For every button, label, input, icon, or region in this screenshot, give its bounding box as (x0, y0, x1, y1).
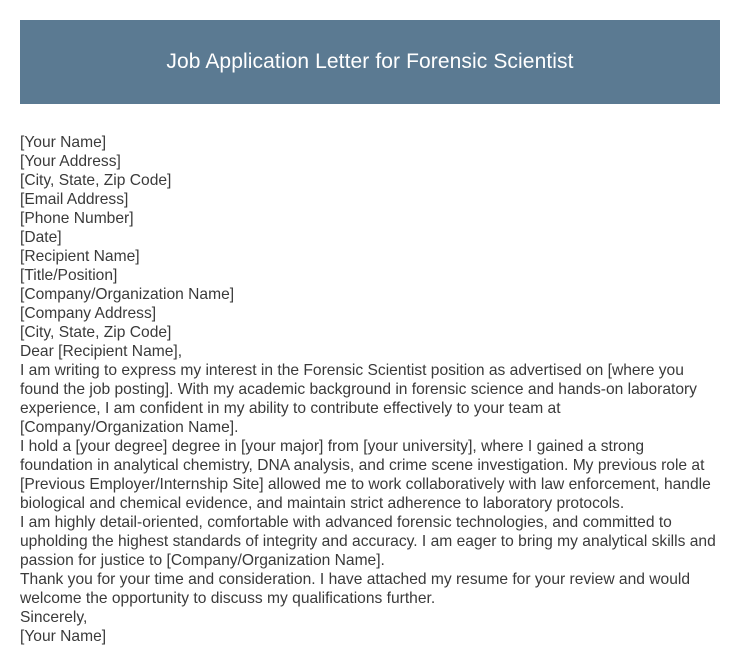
sign-off: Sincerely, (20, 609, 88, 626)
signature-name: [Your Name] (20, 628, 107, 645)
recipient-name: [Recipient Name] (20, 248, 140, 265)
paragraph-intro: I am writing to express my interest in the Forensic Scientist position as advertised on [where you found the job posting]. With my academic background in forensic science and hands-on laboratory experience, I am confident in my ability to contribute effectively to your team at [Company/Organization Name]. (20, 362, 697, 436)
letter-date: [Date] (20, 229, 62, 246)
salutation: Dear [Recipient Name], (20, 343, 183, 360)
paragraph-qualities: I am highly detail-oriented, comfortable with advanced forensic technologies, and committed to upholding the highest standards of integrity and accuracy. I am eager to bring my analytical skills and passion for justice to [Company/Organization Name]. (20, 514, 716, 569)
page-title: Job Application Letter for Forensic Scientist (166, 50, 574, 73)
title-banner (20, 20, 720, 104)
paragraph-background: I hold a [your degree] degree in [your major] from [your university], where I gained a strong foundation in analytical chemistry, DNA analysis, and crime scene investigation. My previous role at [Previous Employer/Internship Site] allowed me to work collaboratively with law enforcement, handle biological and chemical evidence, and maintain strict adherence to laboratory protocols. (20, 438, 711, 512)
sender-name: [Your Name] (20, 134, 107, 151)
sender-email: [Email Address] (20, 191, 129, 208)
sender-address: [Your Address] (20, 153, 121, 170)
letter-body (20, 133, 720, 646)
recipient-city-state-zip: [City, State, Zip Code] (20, 324, 172, 341)
recipient-company: [Company/Organization Name] (20, 286, 235, 303)
sender-city-state-zip: [City, State, Zip Code] (20, 172, 172, 189)
recipient-title: [Title/Position] (20, 267, 118, 284)
sender-phone: [Phone Number] (20, 210, 134, 227)
paragraph-closing: Thank you for your time and consideration. I have attached my resume for your review and would welcome the opportunity to discuss my qualifications further. (20, 571, 691, 607)
recipient-company-address: [Company Address] (20, 305, 157, 322)
